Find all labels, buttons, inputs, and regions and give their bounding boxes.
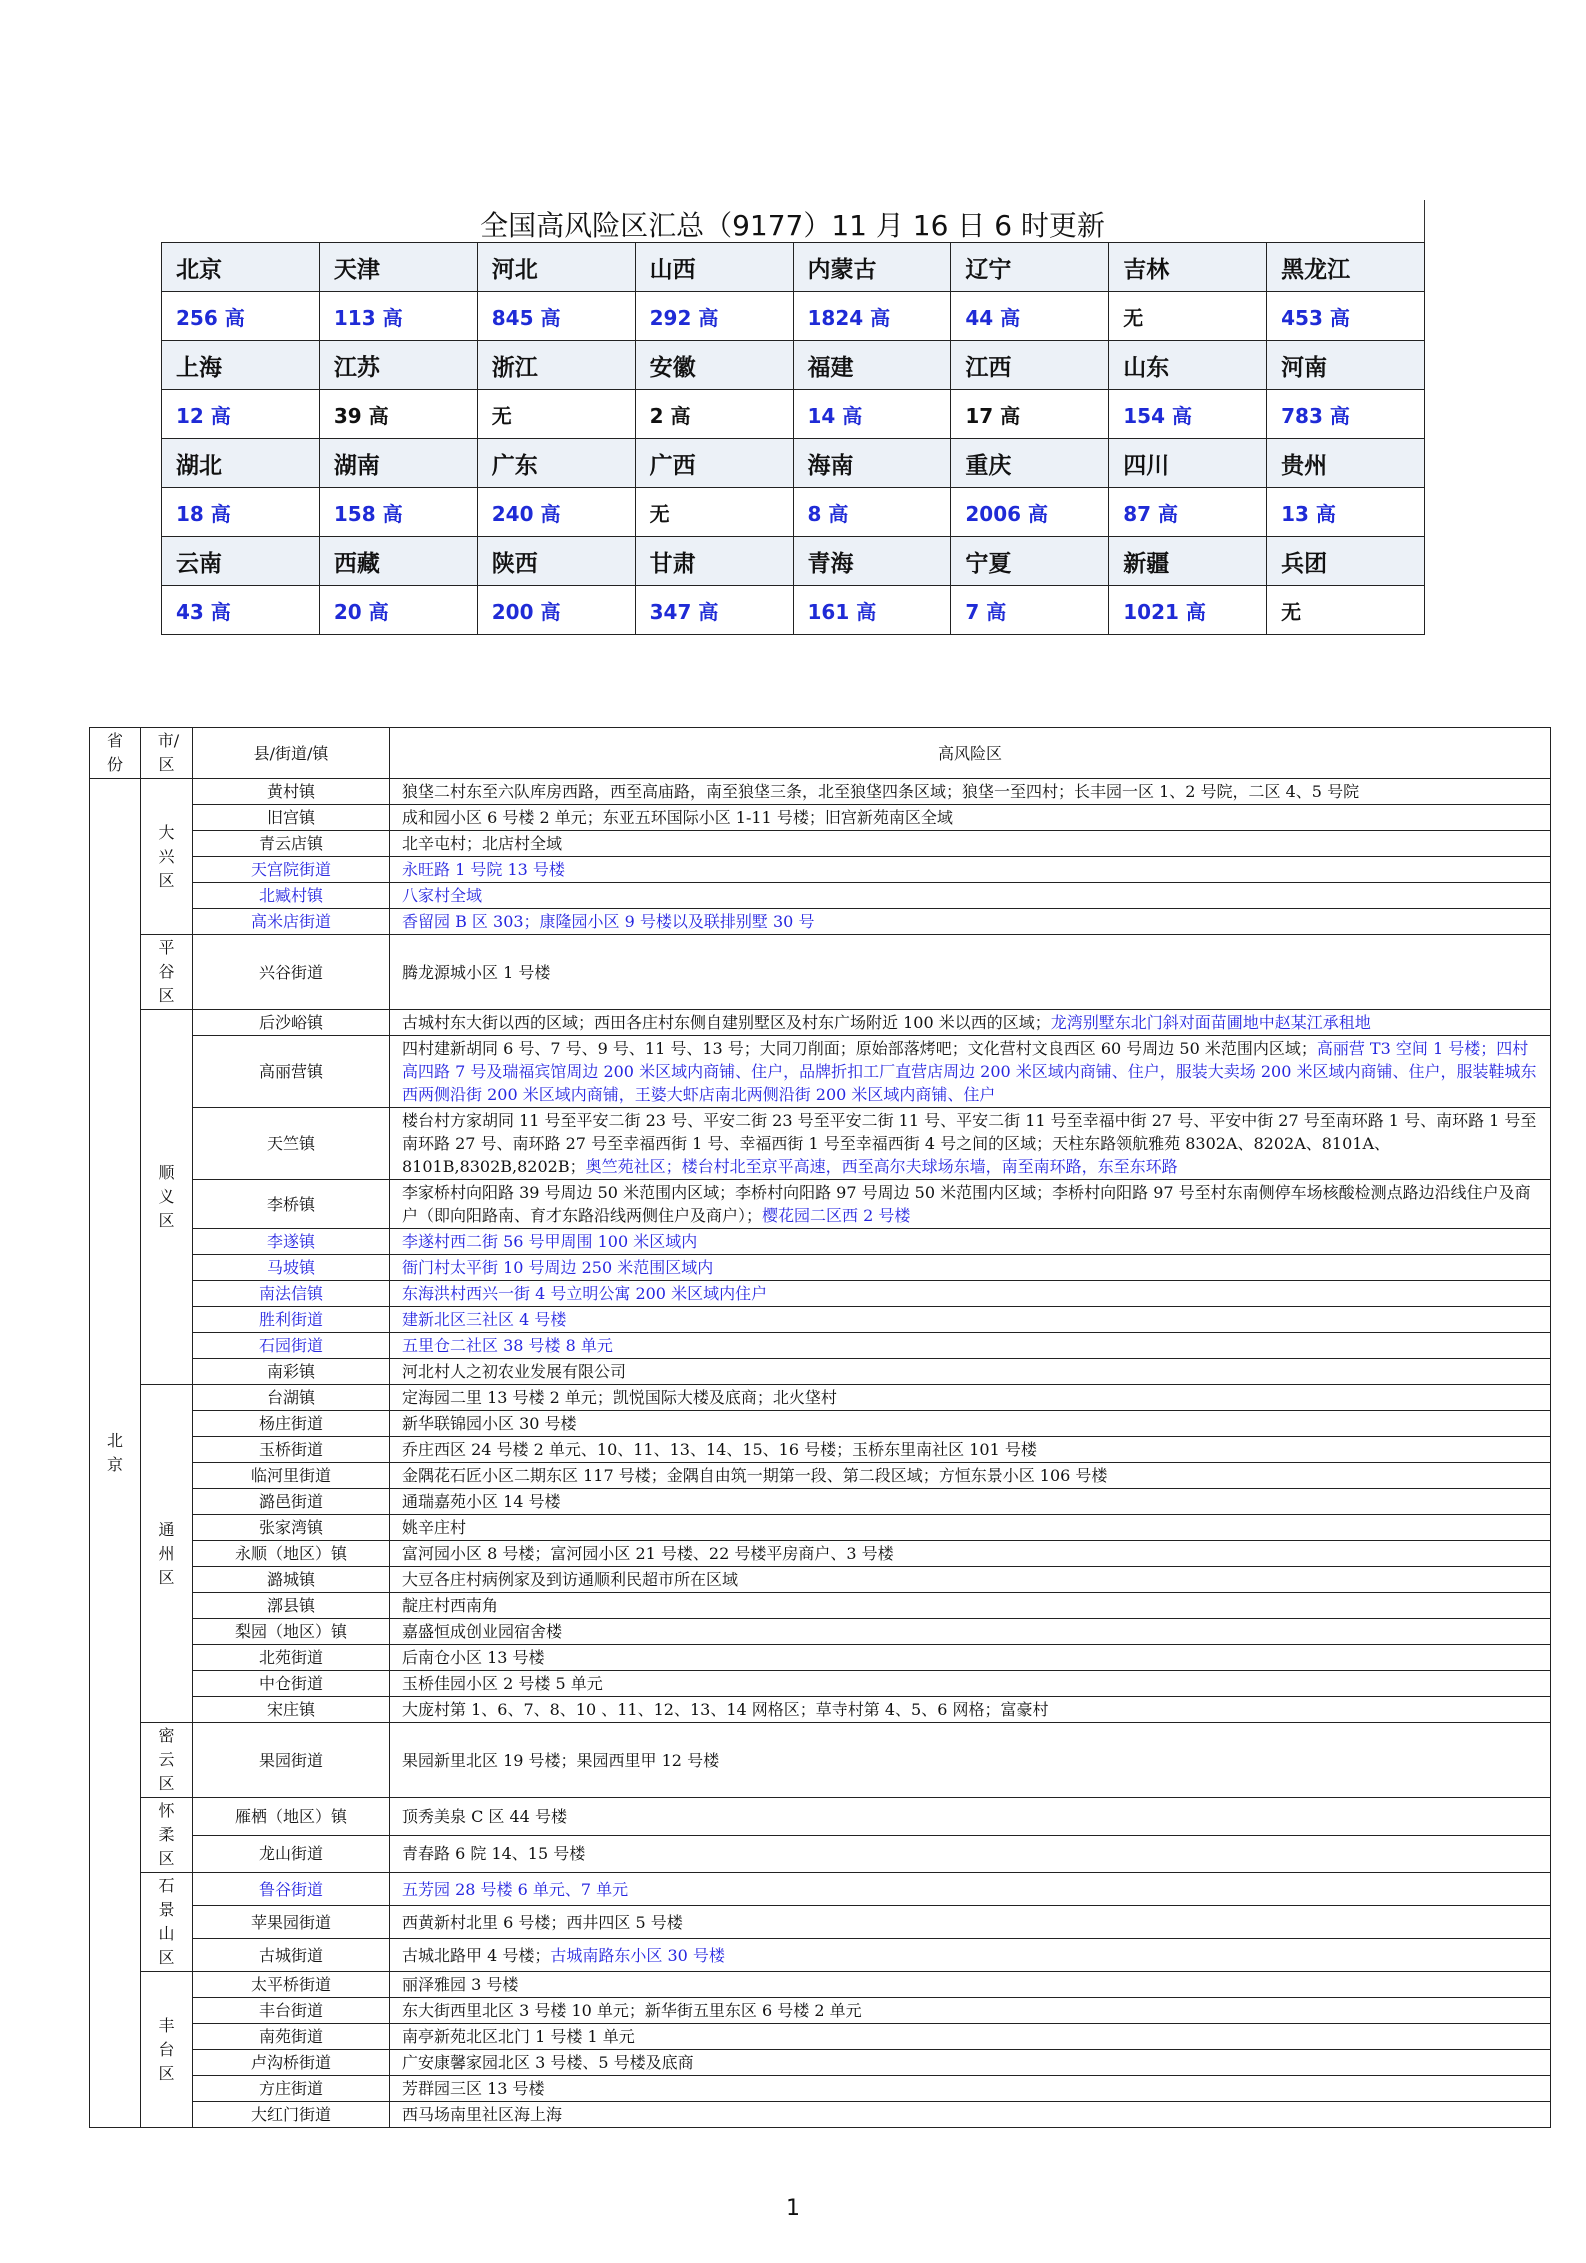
summary-count-cell: 292 高 — [635, 292, 793, 341]
risk-area-text: 丽泽雅园 3 号楼 — [402, 1975, 519, 1994]
summary-count-cell: 1021 高 — [1109, 586, 1267, 635]
summary-count-cell: 453 高 — [1267, 292, 1425, 341]
risk-area-text: 成和园小区 6 号楼 2 单元；东亚五环国际小区 1-11 号楼；旧宫新苑南区全域 — [402, 808, 953, 827]
risk-area-text: 后南仓小区 13 号楼 — [402, 1648, 545, 1667]
county-cell: 太平桥街道 — [193, 1972, 390, 1998]
risk-area-text: 嘉盛恒成创业园宿舍楼 — [402, 1622, 563, 1641]
table-row — [90, 857, 1551, 883]
risk-area-cell — [390, 1645, 1551, 1671]
summary-count-cell: 161 高 — [793, 586, 951, 635]
risk-area-text: 古城北路甲 4 号楼； — [402, 1945, 551, 1965]
district-name: 丰台区 — [158, 2015, 175, 2083]
table-row — [90, 2076, 1551, 2102]
district-name: 怀柔区 — [158, 1801, 175, 1868]
risk-area-cell — [390, 1906, 1551, 1939]
county-cell: 李遂镇 — [193, 1229, 390, 1255]
risk-area-cell — [390, 1489, 1551, 1515]
county-cell: 黄村镇 — [193, 779, 390, 805]
district-name: 平谷区 — [158, 938, 175, 1005]
summary-province-cell: 西藏 — [319, 537, 477, 586]
summary-count-row — [162, 292, 1425, 341]
risk-area-cell — [390, 1798, 1551, 1836]
county-cell: 天竺镇 — [193, 1108, 390, 1180]
table-row — [90, 1411, 1551, 1437]
county-cell: 中仓街道 — [193, 1671, 390, 1697]
risk-area-text: 八家村全域 — [402, 886, 483, 905]
summary-title: 全国高风险区汇总（9177）11 月 16 日 6 时更新 — [480, 209, 1105, 242]
detail-table — [89, 727, 1551, 2128]
county-cell: 宋庄镇 — [193, 1697, 390, 1723]
summary-province-cell: 上海 — [162, 341, 320, 390]
summary-province-cell: 山西 — [635, 243, 793, 292]
summary-province-cell: 四川 — [1109, 439, 1267, 488]
risk-area-cell — [390, 1939, 1551, 1972]
summary-province-cell: 北京 — [162, 243, 320, 292]
summary-province-cell: 宁夏 — [951, 537, 1109, 586]
risk-area-cell — [390, 1697, 1551, 1723]
risk-area-cell — [390, 2102, 1551, 2128]
county-cell: 台湖镇 — [193, 1385, 390, 1411]
page-number: 1 — [786, 2196, 800, 2221]
risk-area-cell — [390, 1619, 1551, 1645]
summary-count-cell: 347 高 — [635, 586, 793, 635]
county-cell: 南法信镇 — [193, 1281, 390, 1307]
table-row — [90, 805, 1551, 831]
risk-area-cell — [390, 1281, 1551, 1307]
table-row — [90, 1180, 1551, 1229]
county-cell: 北苑街道 — [193, 1645, 390, 1671]
county-cell: 张家湾镇 — [193, 1515, 390, 1541]
summary-province-cell: 兵团 — [1267, 537, 1425, 586]
summary-province-cell: 辽宁 — [951, 243, 1109, 292]
summary-province-cell: 广西 — [635, 439, 793, 488]
county-cell: 马坡镇 — [193, 1255, 390, 1281]
table-row — [90, 1835, 1551, 1873]
summary-count-cell: 14 高 — [793, 390, 951, 439]
county-cell: 苹果园街道 — [193, 1906, 390, 1939]
risk-area-text: 狼垡二村东至六队库房西路，西至高庙路，南至狼垡三条，北至狼垡四条区域；狼垡一至四村；长丰园一区 1、2 号院，二区 4、5 号院 — [402, 782, 1360, 801]
risk-area-text: 李家桥村向阳路 39 号周边 50 米范围内区域；李桥村向阳路 97 号周边 50 米范围内区域；李桥村向阳路 97 号至村东南侧停车场核酸检测点路边沿线住户及商户（即向阳路南、育才东路沿线两侧住户及商户）； — [402, 1183, 1531, 1225]
summary-count-cell: 20 高 — [319, 586, 477, 635]
district-name: 大兴区 — [158, 822, 175, 890]
risk-area-cell — [390, 1307, 1551, 1333]
table-row — [90, 883, 1551, 909]
table-row — [90, 1281, 1551, 1307]
county-cell: 青云店镇 — [193, 831, 390, 857]
county-cell: 卢沟桥街道 — [193, 2050, 390, 2076]
county-cell: 兴谷街道 — [193, 935, 390, 1010]
risk-area-text: 大庞村第 1、6、7、8、10 、11、12、13、14 网格区；草寺村第 4、5、6 网格；富豪村 — [402, 1700, 1049, 1719]
risk-area-text: 南亭新苑北区北门 1 号楼 1 单元 — [402, 2027, 635, 2046]
risk-area-cell — [390, 831, 1551, 857]
county-cell: 潞城镇 — [193, 1567, 390, 1593]
county-cell: 临河里街道 — [193, 1463, 390, 1489]
table-row — [90, 1229, 1551, 1255]
risk-area-cell — [390, 1385, 1551, 1411]
district-cell — [141, 1873, 193, 1972]
district-cell — [141, 1723, 193, 1798]
county-cell: 南苑街道 — [193, 2024, 390, 2050]
risk-area-text: 青春路 6 院 14、15 号楼 — [402, 1844, 586, 1864]
summary-count-cell: 无 — [1267, 586, 1425, 635]
county-cell: 龙山街道 — [193, 1835, 390, 1873]
county-cell: 古城街道 — [193, 1939, 390, 1972]
risk-area-cell — [390, 1515, 1551, 1541]
county-cell: 果园街道 — [193, 1723, 390, 1798]
risk-area-cell — [390, 1671, 1551, 1697]
table-row — [90, 2050, 1551, 2076]
district-cell — [141, 1972, 193, 2128]
table-row — [90, 1036, 1551, 1108]
table-row — [90, 1255, 1551, 1281]
risk-area-cell — [390, 1036, 1551, 1108]
summary-count-cell: 17 高 — [951, 390, 1109, 439]
summary-count-cell: 158 高 — [319, 488, 477, 537]
risk-area-text: 东海洪村西兴一街 4 号立明公寓 200 米区域内住户 — [402, 1284, 768, 1303]
summary-province-cell: 福建 — [793, 341, 951, 390]
risk-area-cell — [390, 779, 1551, 805]
risk-area-cell — [390, 1463, 1551, 1489]
risk-area-text: 靛庄村西南角 — [402, 1596, 499, 1615]
summary-count-cell: 2006 高 — [951, 488, 1109, 537]
risk-area-cell — [390, 805, 1551, 831]
summary-province-cell: 青海 — [793, 537, 951, 586]
risk-area-text: 果园新里北区 19 号楼；果园西里甲 12 号楼 — [402, 1750, 720, 1770]
summary-count-cell: 113 高 — [319, 292, 477, 341]
risk-area-text: 古城村东大街以西的区域；西田各庄村东侧自建别墅区及村东广场附近 100 米以西的区域； — [402, 1013, 1051, 1032]
summary-count-cell: 12 高 — [162, 390, 320, 439]
risk-area-cell — [390, 1972, 1551, 1998]
table-row — [90, 2102, 1551, 2128]
table-row — [90, 779, 1551, 805]
risk-area-text: 衙门村太平街 10 号周边 250 米范围区域内 — [402, 1258, 714, 1277]
summary-province-cell: 湖北 — [162, 439, 320, 488]
district-cell — [141, 779, 193, 935]
risk-area-text: 五芳园 28 号楼 6 单元、7 单元 — [402, 1879, 629, 1899]
summary-province-cell: 海南 — [793, 439, 951, 488]
summary-count-cell: 43 高 — [162, 586, 320, 635]
risk-area-text: 芳群园三区 13 号楼 — [402, 2079, 545, 2098]
risk-area-text: 大豆各庄村病例家及到访通顺利民超市所在区域 — [402, 1570, 739, 1589]
risk-area-cell — [390, 2050, 1551, 2076]
table-row — [90, 1873, 1551, 1906]
summary-count-cell: 无 — [1109, 292, 1267, 341]
risk-area-cell — [390, 1835, 1551, 1873]
risk-area-text: 李遂村西二街 56 号甲周围 100 米区域内 — [402, 1232, 698, 1251]
table-row — [90, 1333, 1551, 1359]
table-row — [90, 1307, 1551, 1333]
header-risk: 高风险区 — [390, 728, 1551, 779]
table-row — [90, 1697, 1551, 1723]
header-city: 市/区 — [141, 728, 193, 779]
district-cell — [141, 1385, 193, 1723]
county-cell: 梨园（地区）镇 — [193, 1619, 390, 1645]
risk-area-cell — [390, 1593, 1551, 1619]
table-row — [90, 1798, 1551, 1836]
summary-province-cell: 陕西 — [477, 537, 635, 586]
summary-province-cell: 安徽 — [635, 341, 793, 390]
summary-province-cell: 甘肃 — [635, 537, 793, 586]
county-cell: 大红门街道 — [193, 2102, 390, 2128]
table-row — [90, 1906, 1551, 1939]
risk-area-text: 奥竺苑社区；楼台村北至京平高速，西至高尔夫球场东墙，南至南环路，东至东环路 — [585, 1157, 1178, 1176]
county-cell: 胜利街道 — [193, 1307, 390, 1333]
table-row — [90, 1385, 1551, 1411]
risk-area-cell — [390, 883, 1551, 909]
risk-area-cell — [390, 857, 1551, 883]
district-cell — [141, 935, 193, 1010]
risk-area-text: 西黄新村北里 6 号楼；西井四区 5 号楼 — [402, 1912, 683, 1932]
table-row — [90, 1998, 1551, 2024]
summary-province-cell: 天津 — [319, 243, 477, 292]
risk-area-text: 腾龙源城小区 1 号楼 — [402, 962, 551, 982]
table-row — [90, 1108, 1551, 1180]
risk-area-text: 河北村人之初农业发展有限公司 — [402, 1362, 627, 1381]
county-cell: 旧宫镇 — [193, 805, 390, 831]
risk-area-cell — [390, 1567, 1551, 1593]
risk-area-text: 定海园二里 13 号楼 2 单元；凯悦国际大楼及底商；北火垡村 — [402, 1388, 837, 1407]
risk-area-cell — [390, 1723, 1551, 1798]
risk-area-cell — [390, 2024, 1551, 2050]
header-county: 县/街道/镇 — [193, 728, 390, 779]
summary-province-cell: 湖南 — [319, 439, 477, 488]
summary-count-cell: 845 高 — [477, 292, 635, 341]
risk-area-text: 五里仓二社区 38 号楼 8 单元 — [402, 1336, 613, 1355]
summary-province-cell: 广东 — [477, 439, 635, 488]
risk-area-cell — [390, 1411, 1551, 1437]
risk-area-text: 建新北区三社区 4 号楼 — [402, 1310, 567, 1329]
summary-province-row — [162, 243, 1425, 292]
county-cell: 玉桥街道 — [193, 1437, 390, 1463]
risk-area-text: 玉桥佳园小区 2 号楼 5 单元 — [402, 1674, 603, 1693]
summary-count-row — [162, 586, 1425, 635]
summary-count-cell: 39 高 — [319, 390, 477, 439]
table-row — [90, 1567, 1551, 1593]
summary-count-cell: 44 高 — [951, 292, 1109, 341]
risk-area-text: 楼台村方家胡同 11 号至平安二街 23 号、平安二街 23 号至平安二街 11 号、平安二街 11 号至幸福中街 27 号、平安中街 27 号至南环路 1 号、南环路 1 号至南环路 27 号、南环路 27 号至幸福西街 1 号、幸福西街 1 号至幸福西街 4 号之间的区域；天柱东路领航雅苑 8302A、8202A、8101A、8101B,8302B,8202B； — [402, 1111, 1537, 1176]
table-row — [90, 1437, 1551, 1463]
risk-area-text: 东大街西里北区 3 号楼 10 单元；新华街五里东区 6 号楼 2 单元 — [402, 2001, 862, 2020]
risk-area-cell — [390, 909, 1551, 935]
risk-area-text: 古城南路东小区 30 号楼 — [550, 1945, 725, 1965]
table-row — [90, 1619, 1551, 1645]
district-name: 顺义区 — [158, 1163, 175, 1230]
table-row — [90, 935, 1551, 1010]
summary-count-cell: 无 — [477, 390, 635, 439]
risk-area-text: 新华联锦园小区 30 号楼 — [402, 1414, 577, 1433]
risk-area-cell — [390, 1541, 1551, 1567]
province-name: 北京 — [106, 1431, 123, 1474]
table-row — [90, 1541, 1551, 1567]
risk-area-text: 高丽营 T3 空间 1 号楼；四村高四路 7 号及瑞福宾馆周边 200 米区域内商铺、住户，品牌折扣工厂直营店周边 200 米区域内商铺、住户，服装大卖场 200 米区域内商铺、住户，服装鞋城东西两侧沿街 200 米区域内商铺，王婆大虾店南北两侧沿街 200 米区域内商铺、住户 — [402, 1039, 1537, 1104]
summary-province-cell: 江西 — [951, 341, 1109, 390]
summary-count-row — [162, 488, 1425, 537]
district-cell — [141, 1798, 193, 1873]
summary-grid — [161, 242, 1425, 635]
county-cell: 后沙峪镇 — [193, 1010, 390, 1036]
risk-area-text: 龙湾别墅东北门斜对面苗圃地中赵某江承租地 — [1050, 1013, 1371, 1032]
table-row — [90, 1939, 1551, 1972]
risk-area-text: 北辛屯村；北店村全域 — [402, 834, 563, 853]
risk-area-cell — [390, 1437, 1551, 1463]
district-cell — [141, 1010, 193, 1385]
risk-area-cell — [390, 1255, 1551, 1281]
county-cell: 永顺（地区）镇 — [193, 1541, 390, 1567]
table-row — [90, 1359, 1551, 1385]
table-row — [90, 1463, 1551, 1489]
summary-province-cell: 吉林 — [1109, 243, 1267, 292]
risk-area-cell — [390, 2076, 1551, 2102]
summary-count-cell: 8 高 — [793, 488, 951, 537]
risk-area-cell — [390, 935, 1551, 1010]
summary-province-cell: 山东 — [1109, 341, 1267, 390]
table-row — [90, 1010, 1551, 1036]
summary-province-row — [162, 341, 1425, 390]
table-row — [90, 909, 1551, 935]
county-cell: 方庄街道 — [193, 2076, 390, 2102]
summary-count-cell: 2 高 — [635, 390, 793, 439]
summary-count-cell: 200 高 — [477, 586, 635, 635]
county-cell: 丰台街道 — [193, 1998, 390, 2024]
risk-area-cell — [390, 1333, 1551, 1359]
table-row — [90, 1671, 1551, 1697]
county-cell: 李桥镇 — [193, 1180, 390, 1229]
summary-count-cell: 87 高 — [1109, 488, 1267, 537]
district-name: 石景山区 — [158, 1876, 175, 1967]
district-name: 密云区 — [158, 1726, 175, 1793]
risk-area-text: 四村建新胡同 6 号、7 号、9 号、11 号、13 号；大同刀削面；原始部落烤吧；文化营村文良西区 60 号周边 50 米范围内区域； — [402, 1039, 1317, 1058]
table-row — [90, 831, 1551, 857]
risk-area-text: 通瑞嘉苑小区 14 号楼 — [402, 1492, 561, 1511]
risk-area-cell — [390, 1180, 1551, 1229]
county-cell: 杨庄街道 — [193, 1411, 390, 1437]
table-row — [90, 1515, 1551, 1541]
summary-count-cell: 13 高 — [1267, 488, 1425, 537]
summary-count-cell: 256 高 — [162, 292, 320, 341]
risk-area-text: 广安康馨家园北区 3 号楼、5 号楼及底商 — [402, 2053, 694, 2072]
detail-header-row — [90, 728, 1551, 779]
summary-province-cell: 云南 — [162, 537, 320, 586]
risk-area-text: 香留园 B 区 303；康隆园小区 9 号楼以及联排别墅 30 号 — [402, 912, 815, 931]
summary-province-cell: 内蒙古 — [793, 243, 951, 292]
summary-province-cell: 浙江 — [477, 341, 635, 390]
table-row — [90, 1645, 1551, 1671]
district-name: 通州区 — [158, 1519, 175, 1587]
summary-province-cell: 贵州 — [1267, 439, 1425, 488]
summary-province-row — [162, 537, 1425, 586]
county-cell: 高米店街道 — [193, 909, 390, 935]
summary-province-cell: 重庆 — [951, 439, 1109, 488]
risk-area-cell — [390, 1873, 1551, 1906]
summary-province-cell: 河南 — [1267, 341, 1425, 390]
summary-province-cell: 黑龙江 — [1267, 243, 1425, 292]
county-cell: 雁栖（地区）镇 — [193, 1798, 390, 1836]
summary-count-cell: 7 高 — [951, 586, 1109, 635]
summary-count-cell: 无 — [635, 488, 793, 537]
county-cell: 鲁谷街道 — [193, 1873, 390, 1906]
county-cell: 南彩镇 — [193, 1359, 390, 1385]
risk-area-text: 乔庄西区 24 号楼 2 单元、10、11、13、14、15、16 号楼；玉桥东里南社区 101 号楼 — [402, 1440, 1037, 1459]
summary-province-cell: 江苏 — [319, 341, 477, 390]
risk-area-text: 姚辛庄村 — [402, 1518, 467, 1537]
risk-area-cell — [390, 1010, 1551, 1036]
summary-count-cell: 240 高 — [477, 488, 635, 537]
county-cell: 漷县镇 — [193, 1593, 390, 1619]
risk-area-cell — [390, 1998, 1551, 2024]
summary-count-row — [162, 390, 1425, 439]
risk-area-cell — [390, 1229, 1551, 1255]
table-row — [90, 1593, 1551, 1619]
risk-area-text: 顶秀美泉 C 区 44 号楼 — [402, 1806, 567, 1826]
summary-province-cell: 河北 — [477, 243, 635, 292]
county-cell: 北臧村镇 — [193, 883, 390, 909]
county-cell: 天宫院街道 — [193, 857, 390, 883]
risk-area-cell — [390, 1108, 1551, 1180]
province-cell — [90, 779, 141, 2128]
table-row — [90, 1972, 1551, 1998]
risk-area-text: 永旺路 1 号院 13 号楼 — [402, 860, 565, 879]
header-province: 省份 — [90, 728, 141, 779]
table-row — [90, 1723, 1551, 1798]
summary-count-cell: 18 高 — [162, 488, 320, 537]
county-cell: 潞邑街道 — [193, 1489, 390, 1515]
risk-area-text: 金隅花石匠小区二期东区 117 号楼；金隅自由筑一期第一段、第二段区域；方恒东景小区 106 号楼 — [402, 1466, 1108, 1485]
risk-area-text: 樱花园二区西 2 号楼 — [762, 1206, 911, 1225]
summary-count-cell: 1824 高 — [793, 292, 951, 341]
county-cell: 石园街道 — [193, 1333, 390, 1359]
risk-area-cell — [390, 1359, 1551, 1385]
table-row — [90, 2024, 1551, 2050]
summary-title-row — [161, 200, 1425, 242]
summary-count-cell: 154 高 — [1109, 390, 1267, 439]
summary-table — [161, 200, 1425, 635]
summary-province-row — [162, 439, 1425, 488]
summary-count-cell: 783 高 — [1267, 390, 1425, 439]
table-row — [90, 1489, 1551, 1515]
summary-province-cell: 新疆 — [1109, 537, 1267, 586]
detail-grid — [89, 727, 1551, 2128]
risk-area-text: 富河园小区 8 号楼；富河园小区 21 号楼、22 号楼平房商户、3 号楼 — [402, 1544, 894, 1563]
county-cell: 高丽营镇 — [193, 1036, 390, 1108]
risk-area-text: 西马场南里社区海上海 — [402, 2105, 563, 2124]
